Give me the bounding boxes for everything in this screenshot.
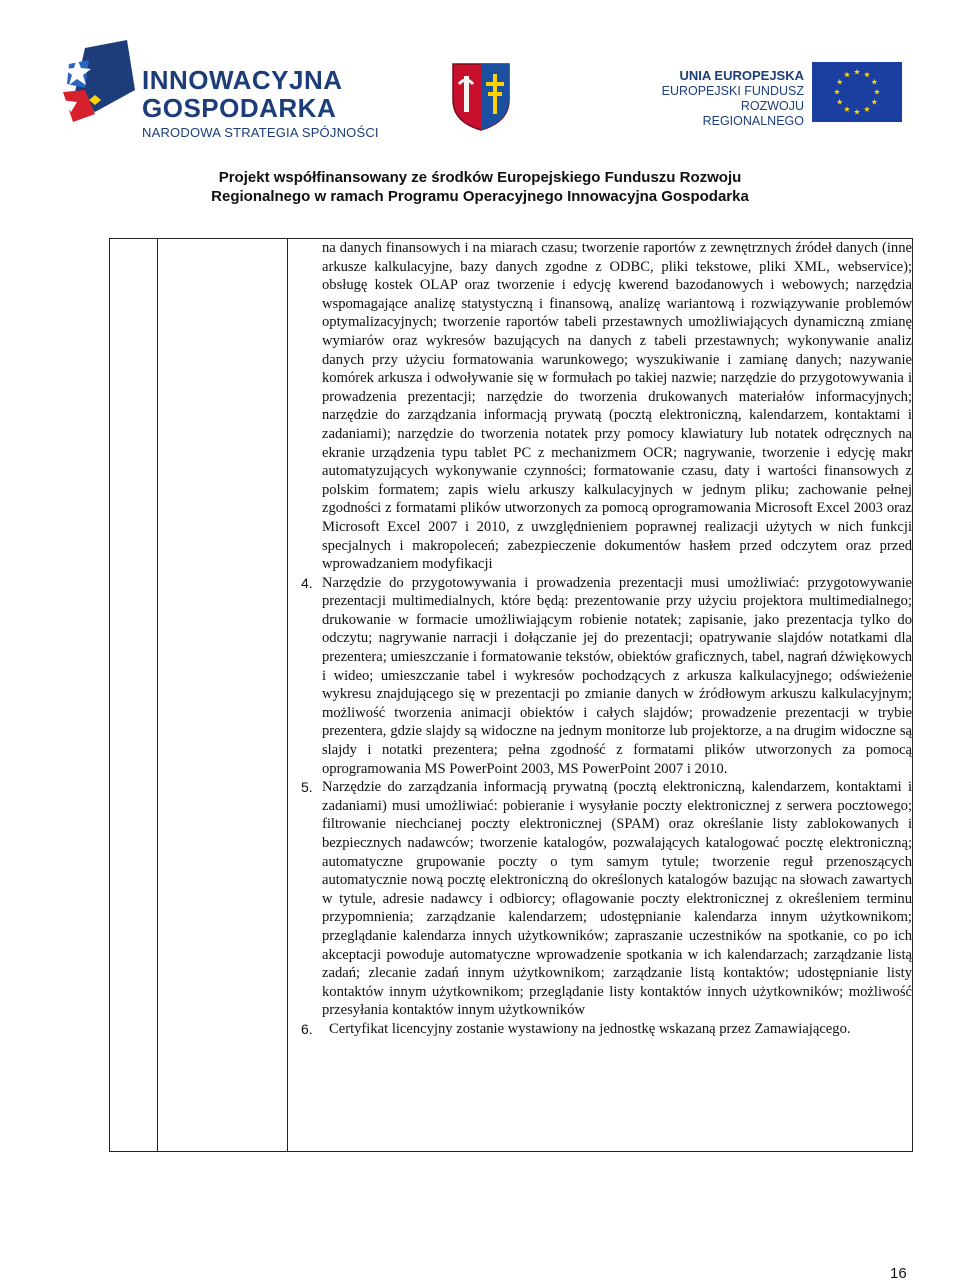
list-item-text: Narzędzie do przygotowywania i prowadzenia prezentacji musi umożliwiać: przygotowywanie prezentacji multimedialnych, które będą: prezentowanie przy użyciu projektora multimedialnego; drukowanie w formacie umożliwiającym robienie notatek; zapisanie, jako prezentacja tylko do odczytu; nagrywanie narracji i dołączanie jej do prezentacji; opatrywanie slajdów notatkami dla prezentera; umieszczanie i formatowanie tekstów, obiektów graficznych, tabel, nagrań dźwiękowych i wideo; umieszczanie tabel i wykresów pochodzących z arkusza kalkulacyjnego; odświeżenie wykresu znajdującego się w prezentacji po zmianie danych w źródłowym arkuszu kalkulacyjnym; możliwość tworzenia animacji obiektów i całych slajdów; prowadzenie prezentacji w trybie prezentera, gdzie slajdy są widoczne na jednym monitorze lub projektorze, a na drugim widoczne są slajdy i notatki prezentera; pełna zgodność z formatami plików utworzonych za pomocą oprogramowania MS PowerPoint 2003, MS PowerPoint 2007 i 2010. — [322, 574, 912, 777]
continuation-paragraph: na danych finansowych i na miarach czasu; tworzenie raportów z zewnętrznych źródeł danych (inne arkusze kalkulacyjne, bazy danych zgodne z ODBC, pliki tekstowe, pliki XML, webservice); obsługę kostek OLAP oraz tworzenie i edycję kwerend bazodanowych i webowych; narzędzia wspomagające analizę statystyczną i finansową, analizę wariantową i rozwiązywanie problemów optymalizacyjnych; tworzenie raportów tabeli przestawnych umożliwiających dynamiczną zmianę wymiarów oraz wykresów bazujących na danych z tabeli przestawnych; wykonywanie analiz danych przy użyciu formatowania warunkowego; wyszukiwanie i zamianę danych; nazywanie komórek arkusza i odwoływanie się w formułach po takiej nazwie; narzędzie do przygotowywania i prowadzenia prezentacji; narzędzie do tworzenia drukowanych materiałów informacyjnych; narzędzie do zarządzania informacją prywatą (pocztą elektroniczną, kalendarzem, kontaktami i zadaniami); narzędzie do tworzenia notatek przy pomocy klawiatury lub notatek odręcznych na ekranie urządzenia typu tablet PC z mechanizmem OCR; nagrywanie, tworzenie i edycję makr automatyzujących wykonywanie czynności; formatowanie czasu, daty i wartości finansowych z polskim formatem; zapis wielu arkuszy kalkulacyjnych w jednym pliku; zachowanie pełnej zgodności z formatami plików utworzonych za pomocą oprogramowania Microsoft Excel 2003 oraz Microsoft Excel 2007 i 2010, z uwzględnieniem poprawnej realizacji użytych w nich funkcji specjalnych i makropoleceń; zabezpieczenie dokumentów hasłem przed odczytem oraz przed wprowadzaniem modyfikacji — [322, 240, 912, 573]
strategia-text: NARODOWA STRATEGIA SPÓJNOŚCI — [142, 125, 379, 140]
list-item-number: 4. — [301, 574, 313, 591]
innowacyjna-text: INNOWACYJNA — [142, 65, 343, 95]
project-caption — [0, 168, 960, 206]
list-item-text: Narzędzie do zarządzania informacją prywatną (pocztą elektroniczną, kalendarzem, kontaktami i zadaniami) musi umożliwiać: pobieranie i wysyłanie poczty elektronicznej z serwera pocztowego; filtrowanie niechcianej poczty elektronicznej (SPAM) oraz określanie listy zablokowanych i bezpiecznych nadawców; tworzenie katalogów, pozwalających katalogować pocztę elektroniczną; automatyczne grupowanie poczty o tym samym tytule; tworzenie reguł przenoszących automatycznie nową pocztę elektroniczną do określonych katalogów bazując na słowach zawartych w tytule, adresie nadawcy i odbiorcy; oflagowanie poczty elektronicznej z określeniem terminu przypomnienia; zarządzanie kalendarzem; udostępnianie kalendarza innym użytkownikom; przeglądanie kalendarza innych użytkowników; zapraszanie uczestników na spotkanie, co po ich akceptacji powoduje automatyczne wprowadzenie spotkania w ich kalendarzach; zarządzanie listą zadań; zlecanie zadań innym użytkownikom; zarządzanie listą kontaktów; udostępnianie listy kontaktów innym użytkownikom; przeglądanie listy kontaktów innych użytkowników; możliwość przesyłania kontaktów innym użytkowników — [322, 779, 912, 1019]
list-item-number: 6. — [301, 1020, 313, 1037]
project-caption-line1: Projekt współfinansowany ze środków Europejskiego Funduszu Rozwoju — [218, 169, 742, 186]
eu-flag — [812, 62, 902, 122]
table-column-divider — [157, 239, 158, 1151]
specification-text — [301, 239, 912, 1039]
list-item — [301, 574, 912, 779]
innowacyjna-gospodarka-logo — [55, 40, 145, 135]
page-number: 16 — [890, 1265, 907, 1282]
project-caption-line2: Regionalnego w ramach Programu Operacyjnego Innowacyjna Gospodarka — [211, 188, 749, 205]
list-item — [301, 1020, 912, 1039]
coat-of-arms-crest — [449, 60, 513, 132]
eu-name: UNIA EUROPEJSKA — [679, 68, 804, 83]
gospodarka-text: GOSPODARKA — [142, 93, 337, 123]
eu-fund-line1: EUROPEJSKI FUNDUSZ — [661, 84, 804, 98]
list-item-text: Certyfikat licencyjny zostanie wystawiony na jednostkę wskazaną przez Zamawiającego. — [329, 1020, 851, 1037]
list-item — [301, 778, 912, 1020]
list-item-number: 5. — [301, 779, 313, 796]
table-column-divider — [287, 239, 288, 1151]
eu-fund-line2: ROZWOJU REGIONALNEGO — [702, 99, 804, 128]
innowacyjna-gospodarka-wordmark — [142, 66, 379, 142]
page-header — [0, 0, 960, 215]
eu-fund-text — [640, 68, 804, 129]
